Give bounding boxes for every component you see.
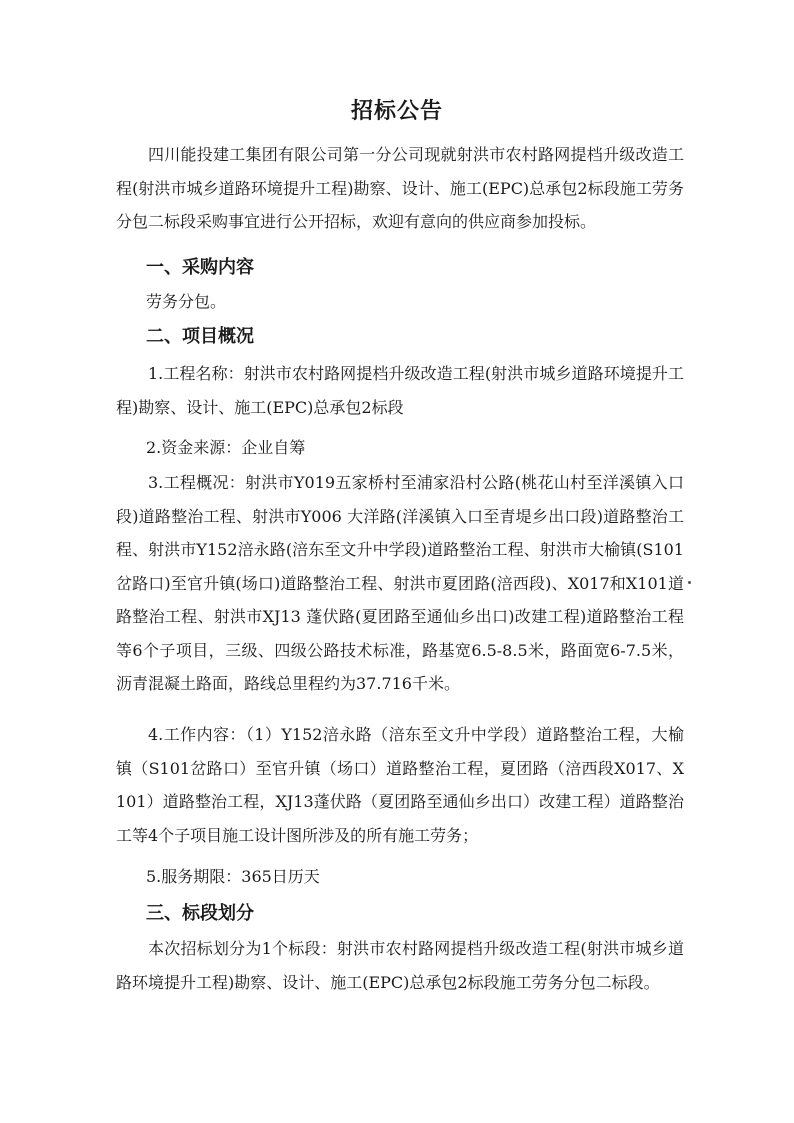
overview-item-work-scope: 4.工作内容：（1）Y152涪永路（涪东至文升中学段）道路整治工程，大榆镇（S101岔路口）至官升镇（场口）道路整治工程，夏团路（涪西段X017、X101）道路整治工程，XJ13蓬伏路（夏团路至通仙乡出口）改建工程）道路整治工等4个子项目施工设计图所涉及的所有施工劳务； [116,725,684,845]
intro-paragraph: 四川能投建工集团有限公司第一分公司现就射洪市农村路网提档升级改造工程(射洪市城乡道路环境提升工程)勘察、设计、施工(EPC)总承包2标段施工劳务分包二标段采购事宜进行公开招标，欢迎有意向的供应商参加投标。 [116,145,684,231]
scan-speck [688,581,691,584]
overview-item-funding: 2.资金来源：企业自筹 [146,438,306,457]
overview-item-service-period: 5.服务期限：365日历天 [146,867,320,886]
section-heading-overview: 二、项目概况 [146,326,254,347]
document-title: 招标公告 [350,99,443,124]
lots-paragraph: 本次招标划分为1个标段：射洪市农村路网提档升级改造工程(射洪市城乡道路环境提升工程)勘察、设计、施工(EPC)总承包2标段施工劳务分包二标段。 [116,939,684,992]
overview-item-project-name: 1.工程名称：射洪市农村路网提档升级改造工程(射洪市城乡道路环境提升工程)勘察、设计、施工(EPC)总承包2标段 [116,364,684,417]
procurement-content: 劳务分包。 [146,292,227,311]
overview-item-project-summary: 3.工程概况：射洪市Y019五家桥村至浦家沿村公路(桃花山村至洋溪镇入口段)道路整治工程、射洪市Y006 大洋路(洋溪镇入口至青堤乡出口段)道路整治工程、射洪市Y152涪永路(涪东至文升中学段)道路整治工程、射洪市大榆镇(S101岔路口)至官升镇(场口)道路整治工程、射洪市夏团路(涪西段)、X017和X101道路整治工程、射洪市XJ13 蓬伏路(夏团路至通仙乡出口)改建工程)道路整治工程等6个子项目，三级、四级公路技术标准，路基宽6.5-8.5米，路面宽6-7.5米，沥青混凝土路面，路线总里程约为37.716千米。 [116,473,684,693]
section-heading-procurement: 一、采购内容 [146,257,254,278]
section-heading-lots: 三、标段划分 [146,903,254,924]
